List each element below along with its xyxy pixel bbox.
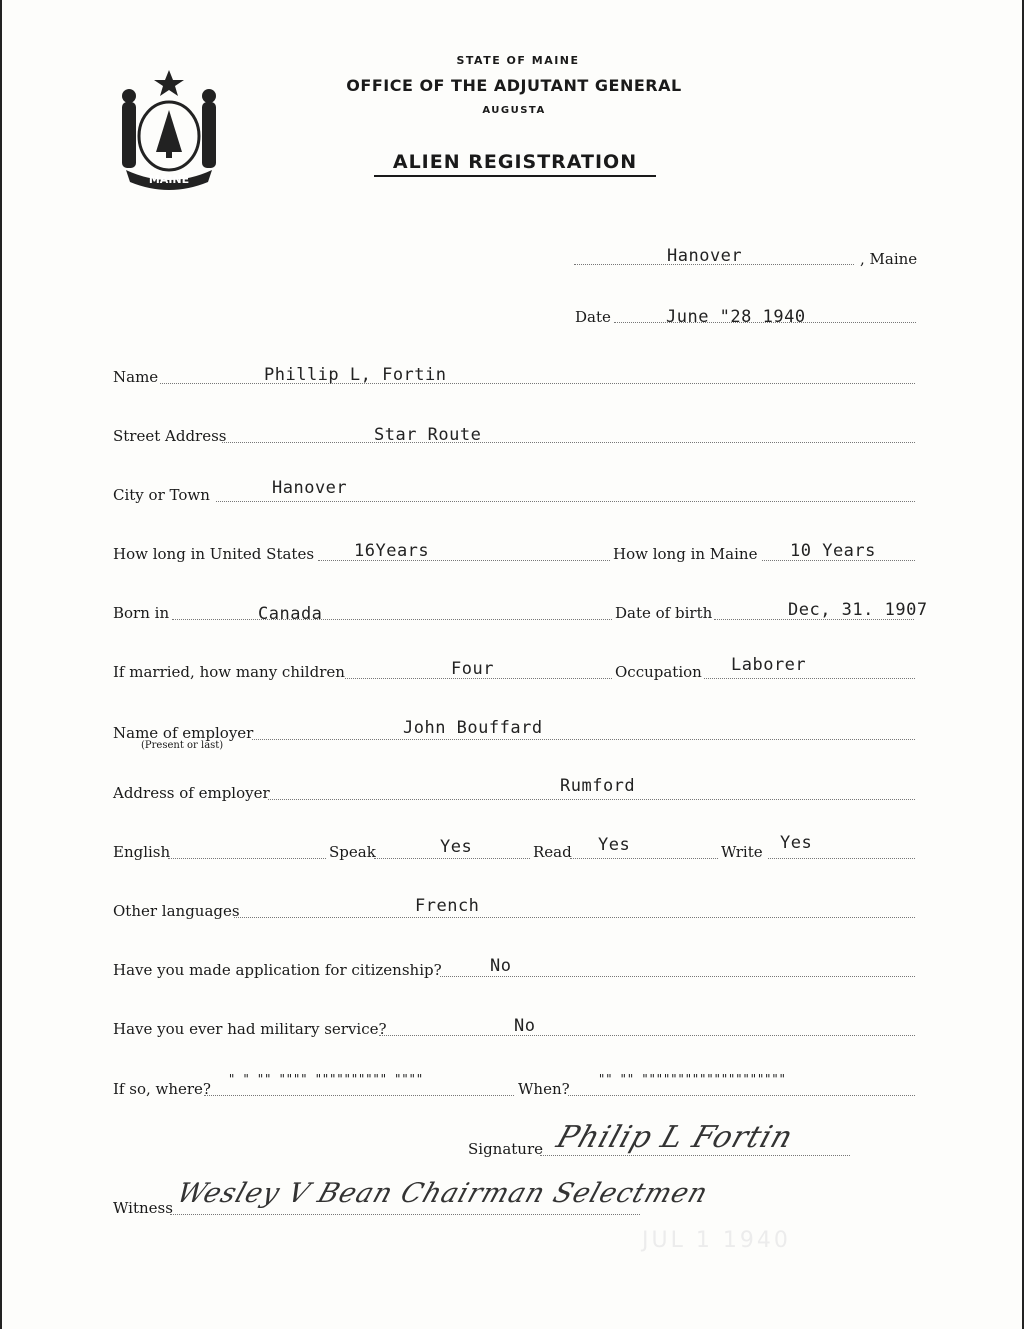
military-line bbox=[379, 1033, 915, 1036]
speak-value: Yes bbox=[440, 837, 473, 857]
date-label: Date bbox=[575, 308, 611, 326]
employer-line bbox=[252, 737, 915, 740]
employer-address-value: Rumford bbox=[560, 776, 636, 796]
english-line bbox=[168, 856, 326, 859]
us-years-value: 16Years bbox=[354, 541, 430, 561]
write-value: Yes bbox=[780, 833, 813, 853]
witness-label: Witness bbox=[113, 1199, 173, 1217]
read-label: Read bbox=[533, 843, 572, 861]
us-years-label: How long in United States bbox=[113, 545, 315, 563]
dob-value: Dec, 31. 1907 bbox=[788, 600, 928, 620]
location-town: Hanover bbox=[667, 246, 743, 266]
employer-label-text: Name of employer bbox=[113, 724, 254, 742]
city-label: City or Town bbox=[113, 486, 210, 504]
street-label: Street Address bbox=[113, 427, 227, 445]
military-value: No bbox=[514, 1016, 536, 1036]
when-line bbox=[568, 1093, 915, 1096]
write-label: Write bbox=[721, 843, 763, 861]
other-languages-label: Other languages bbox=[113, 902, 240, 920]
office-heading: OFFICE OF THE ADJUTANT GENERAL bbox=[346, 76, 682, 95]
name-label: Name bbox=[113, 368, 159, 386]
read-line bbox=[570, 856, 718, 859]
other-languages-value: French bbox=[415, 896, 480, 916]
speak-label: Speak bbox=[329, 843, 376, 861]
when-label: When? bbox=[518, 1080, 570, 1098]
city-value: Hanover bbox=[272, 478, 348, 498]
children-label: If married, how many children bbox=[113, 663, 345, 681]
children-value: Four bbox=[451, 659, 494, 679]
read-value: Yes bbox=[598, 835, 631, 855]
signature-value: Philip L Fortin bbox=[552, 1120, 798, 1155]
form-title: ALIEN REGISTRATION bbox=[374, 151, 656, 177]
name-value: Phillip L, Fortin bbox=[264, 365, 447, 385]
citizenship-label: Have you made application for citizenship? bbox=[113, 961, 442, 979]
where-line bbox=[204, 1093, 514, 1096]
employer-value: John Bouffard bbox=[403, 718, 543, 738]
street-value: Star Route bbox=[374, 425, 482, 445]
born-line bbox=[172, 617, 612, 620]
maine-years-value: 10 Years bbox=[790, 541, 876, 561]
maine-years-label: How long in Maine bbox=[613, 545, 758, 563]
other-languages-line bbox=[234, 915, 915, 918]
occupation-line bbox=[704, 676, 915, 679]
dob-label: Date of birth bbox=[615, 604, 713, 622]
where-value: " " "" """" """""""""" """" bbox=[228, 1072, 424, 1086]
write-line bbox=[768, 856, 915, 859]
when-value: "" "" """""""""""""""""""" bbox=[598, 1072, 786, 1086]
seal-label: MAINE bbox=[148, 173, 190, 186]
employer-address-line bbox=[268, 797, 915, 800]
occupation-value: Laborer bbox=[731, 655, 807, 675]
signature-label: Signature bbox=[468, 1140, 544, 1158]
where-label: If so, where? bbox=[113, 1080, 211, 1098]
street-line bbox=[222, 440, 915, 443]
employer-sublabel: (Present or last) bbox=[141, 740, 224, 751]
employer-address-label: Address of employer bbox=[113, 784, 270, 802]
witness-line bbox=[170, 1212, 640, 1215]
received-stamp: JUL 1 1940 bbox=[642, 1228, 791, 1253]
occupation-label: Occupation bbox=[615, 663, 702, 681]
citizenship-value: No bbox=[490, 956, 512, 976]
english-label: English bbox=[113, 843, 171, 861]
state-heading: STATE OF MAINE bbox=[456, 54, 580, 67]
employer-label bbox=[113, 724, 253, 751]
born-value: Canada bbox=[258, 604, 323, 624]
city-heading: AUGUSTA bbox=[482, 105, 546, 116]
city-line bbox=[216, 499, 915, 502]
date-value: June "28 1940 bbox=[666, 307, 806, 327]
witness-value: Wesley V Bean Chairman Selectmen bbox=[172, 1178, 713, 1209]
location-suffix: , Maine bbox=[860, 250, 918, 268]
born-label: Born in bbox=[113, 604, 170, 622]
military-label: Have you ever had military service? bbox=[113, 1020, 387, 1038]
